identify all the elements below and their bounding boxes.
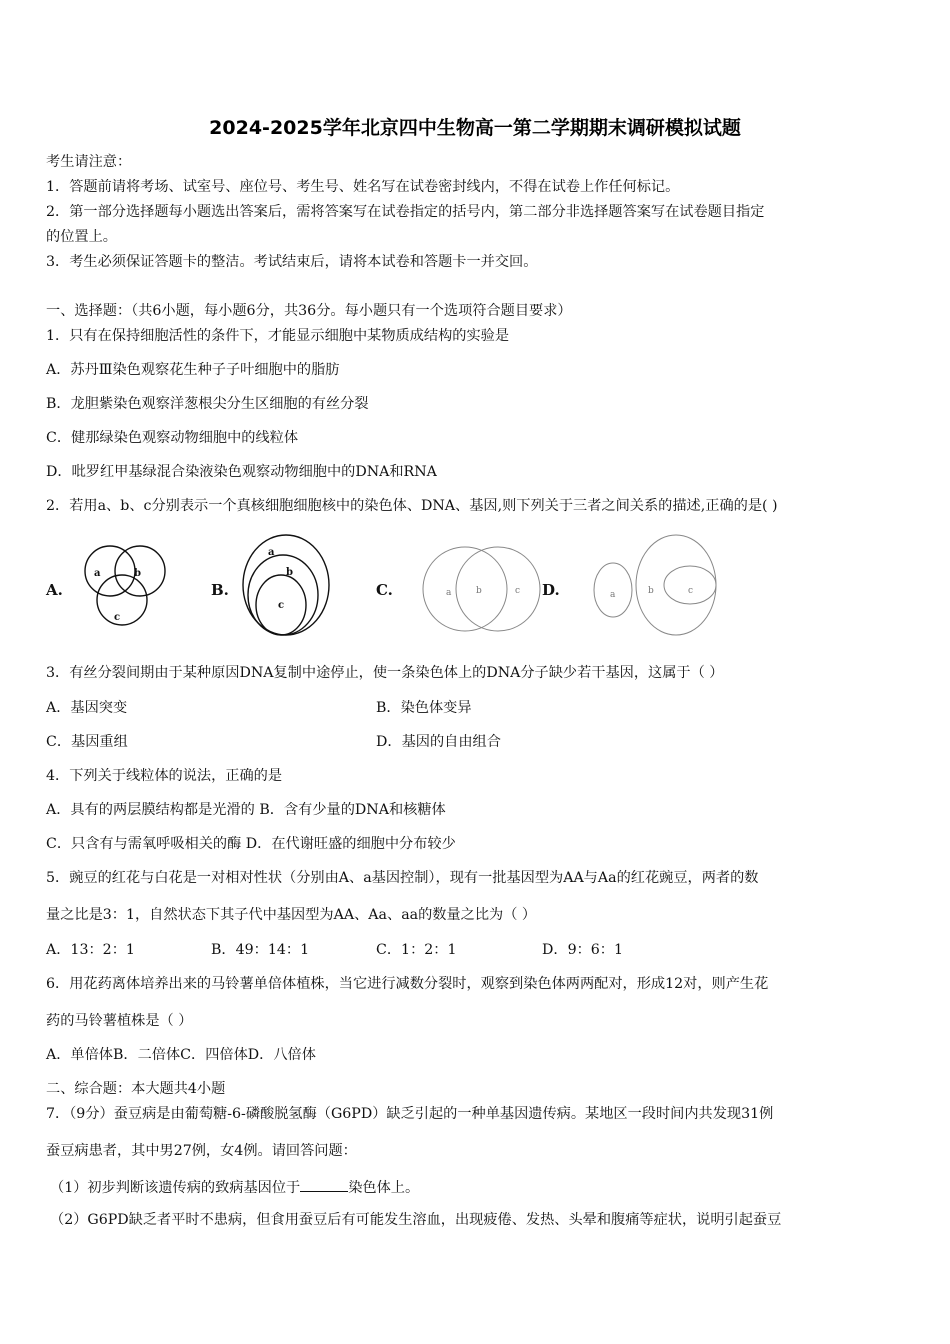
q3-option-d: D．基因的自由组合 xyxy=(376,734,501,750)
q1-option-b: B．龙胆紫染色观察洋葱根尖分生区细胞的有丝分裂 xyxy=(46,396,369,412)
q1-option-d: D．吡罗红甲基绿混合染液染色观察动物细胞中的DNA和RNA xyxy=(46,464,437,480)
q2-figure-b-label: B. xyxy=(211,581,229,599)
label-c: c xyxy=(114,612,121,623)
q4-stem: 4．下列关于线粒体的说法，正确的是 xyxy=(46,768,283,784)
q5-option-d: D．9：6：1 xyxy=(542,942,624,958)
section2-heading: 二、综合题：本大题共4小题 xyxy=(46,1081,226,1097)
q2-figure-a-label: A. xyxy=(46,581,63,599)
notice-item-2: 2．第一部分选择题每小题选出答案后，需将答案写在试卷指定的括号内，第二部分非选择题答案写在试卷题目指定 xyxy=(46,204,765,220)
answer-blank[interactable] xyxy=(300,1177,348,1192)
q1-option-a: A．苏丹Ⅲ染色观察花生种子子叶细胞中的脂肪 xyxy=(46,362,340,378)
notice-heading: 考生请注意： xyxy=(46,154,132,170)
label-a: a xyxy=(268,547,275,558)
label-a: a xyxy=(610,590,616,600)
q2-figure-c-label: C. xyxy=(376,581,393,599)
q7-sub2: （2）G6PD缺乏者平时不患病，但食用蚕豆后有可能发生溶血，出现疲倦、发热、头晕和腹痛等症状，说明引起蚕豆 xyxy=(50,1212,782,1228)
q7-sub1-prefix: （1）初步判断该遗传病的致病基因位于 xyxy=(50,1180,301,1196)
label-a: a xyxy=(94,568,101,579)
q2-figure-a-venn xyxy=(70,538,170,638)
q2-figure-b-nested xyxy=(238,533,338,638)
q6-stem-line1: 6．用花药离体培养出来的马铃薯单倍体植株，当它进行减数分裂时，观察到染色体两两配对，形成12对，则产生花 xyxy=(46,976,769,992)
label-c: c xyxy=(278,600,285,611)
q7-sub1-suffix: 染色体上。 xyxy=(348,1180,420,1196)
label-c: c xyxy=(515,586,521,596)
notice-item-3: 3．考生必须保证答题卡的整洁。考试结束后，请将本试卷和答题卡一并交回。 xyxy=(46,254,538,270)
q2-figure-d-label: D. xyxy=(542,581,560,599)
page-title: 2024-2025学年北京四中生物高一第二学期期末调研模拟试题 xyxy=(209,117,741,139)
q3-stem: 3．有丝分裂间期由于某种原因DNA复制中途停止，使一条染色体上的DNA分子缺少若干基因，这属于（ ） xyxy=(46,665,724,681)
label-b: b xyxy=(286,567,293,578)
q3-option-c: C．基因重组 xyxy=(46,734,128,750)
q6-options: A．单倍体B．二倍体C．四倍体D．八倍体 xyxy=(46,1047,316,1063)
q4-options-ab: A．具有的两层膜结构都是光滑的 B．含有少量的DNA和核糖体 xyxy=(46,802,446,818)
label-a: a xyxy=(446,588,452,598)
label-c: c xyxy=(688,586,694,596)
notice-item-2-cont: 的位置上。 xyxy=(46,229,117,245)
q3-option-a: A．基因突变 xyxy=(46,700,128,716)
q5-stem-line1: 5．豌豆的红花与白花是一对相对性状（分别由A、a基因控制），现有一批基因型为AA与Aa的红花豌豆，两者的数 xyxy=(46,870,759,886)
q2-figure-d-sets xyxy=(588,533,728,638)
q2-stem: 2．若用a、b、c分别表示一个真核细胞细胞核中的染色体、DNA、基因,则下列关于三者之间关系的描述,正确的是( ) xyxy=(46,498,778,514)
q3-option-b: B．染色体变异 xyxy=(376,700,472,716)
q7-stem-line1: 7．（9分）蚕豆病是由葡萄糖-6-磷酸脱氢酶（G6PD）缺乏引起的一种单基因遗传病。某地区一段时间内共发现31例 xyxy=(46,1106,774,1122)
q7-stem-line2: 蚕豆病患者，其中男27例，女4例。请回答问题： xyxy=(46,1143,357,1159)
q4-options-cd: C．只含有与需氧呼吸相关的酶 D．在代谢旺盛的细胞中分布较少 xyxy=(46,836,456,852)
q5-stem-line2: 量之比是3：1，自然状态下其子代中基因型为AA、Aa、aa的数量之比为（ ） xyxy=(46,907,537,923)
q1-stem: 1．只有在保持细胞活性的条件下，才能显示细胞中某物质成结构的实验是 xyxy=(46,328,510,344)
q1-option-c: C．健那绿染色观察动物细胞中的线粒体 xyxy=(46,430,299,446)
section1-heading: 一、选择题：（共6小题，每小题6分，共36分。每小题只有一个选项符合题目要求） xyxy=(46,303,572,319)
q5-option-b: B．49：14：1 xyxy=(211,942,310,958)
q5-option-c: C．1：2：1 xyxy=(376,942,457,958)
label-b: b xyxy=(648,586,654,596)
q7-sub1 xyxy=(50,1177,419,1197)
label-b: b xyxy=(476,586,482,596)
label-b: b xyxy=(134,568,141,579)
notice-item-1: 1．答题前请将考场、试室号、座位号、考生号、姓名写在试卷密封线内，不得在试卷上作任何标记。 xyxy=(46,179,680,195)
q5-option-a: A．13：2：1 xyxy=(46,942,135,958)
q2-figure-c-venn xyxy=(420,543,545,638)
q6-stem-line2: 药的马铃薯植株是（ ） xyxy=(46,1013,193,1029)
